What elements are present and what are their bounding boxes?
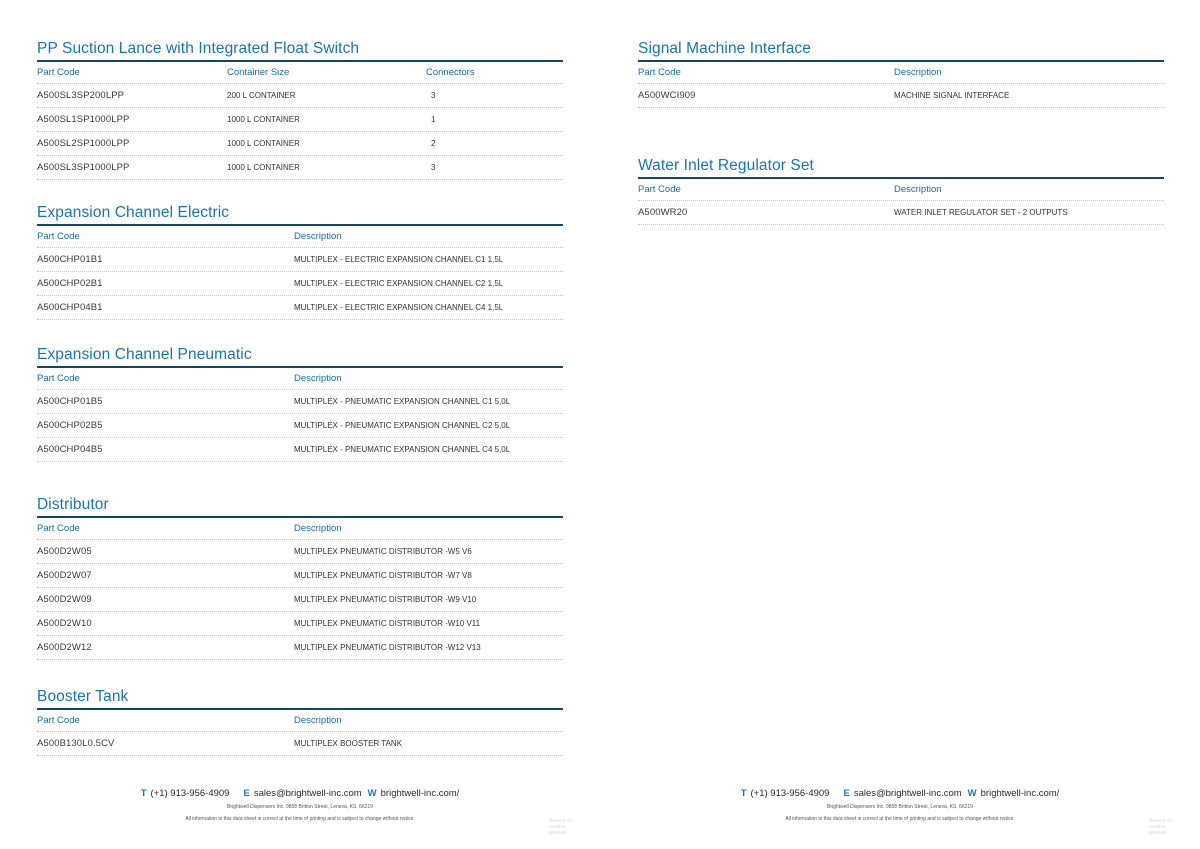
header-part-code: Part Code [37,231,80,242]
company-address: Brightwell Dispensers Inc. 9858 Britton Street, Lenexa, KS, 66219 [827,804,973,810]
table-row [37,612,563,636]
header-container-size: Container Size [227,67,290,78]
description: MULTIPLEX PNEUMATIC DISTRIBUTOR -W7 V8 [294,571,472,580]
part-code: A500D2W09 [37,594,92,605]
description: MULTIPLEX PNEUMATIC DISTRIBUTOR -W5 V6 [294,547,472,556]
table-row [37,564,563,588]
section-expansion-pneumatic [37,344,563,462]
table-header [37,710,563,732]
header-description: Description [894,184,942,195]
description: MULTIPLEX - ELECTRIC EXPANSION CHANNEL C2 1,5L [294,279,504,288]
table-row [37,414,563,438]
phone-number[interactable]: (+1) 913-956-4909 [750,788,830,799]
connectors: 2 [431,139,436,148]
web-link[interactable]: brightwell-inc.com/ [380,788,460,799]
web-link[interactable]: brightwell-inc.com/ [980,788,1060,799]
table-header [37,62,563,84]
part-code: A500SL1SP1000LPP [37,114,130,125]
description: MULTIPLEX - ELECTRIC EXPANSION CHANNEL C4 1,5L [294,303,504,312]
table-header [638,62,1164,84]
description: WATER INLET REGULATOR SET - 2 OUTPUTS [894,208,1068,217]
section-title: PP Suction Lance with Integrated Float Switch [37,38,563,62]
section-title: Water Inlet Regulator Set [638,155,1164,179]
section-title: Distributor [37,494,563,518]
part-code: A500D2W05 [37,546,92,557]
section-title: Expansion Channel Electric [37,202,563,226]
email-link[interactable]: sales@brightwell-inc.com [853,788,962,799]
table-row [37,390,563,414]
disclaimer-notice: All information in this data sheet is correct at the time of printing and is subject to change without notice. [785,816,1015,822]
table-row [37,84,563,108]
part-code: A500WR20 [638,207,688,218]
section-water-inlet-regulator [638,155,1164,225]
table-row [37,438,563,462]
email-label: E [243,788,250,799]
revision-code: BR00US [549,830,567,835]
description: MULTIPLEX PNEUMATIC DISTRIBUTOR -W9 V10 [294,595,477,604]
part-code: A500B130L0.5CV [37,738,115,749]
footer-left [0,787,600,823]
revision-number: Revision 01 [549,818,573,823]
table-row [37,636,563,660]
table-header [37,226,563,248]
section-signal-machine-interface [638,38,1164,108]
section-booster-tank [37,686,563,756]
section-title: Expansion Channel Pneumatic [37,344,563,368]
table-row [37,248,563,272]
part-code: A500D2W12 [37,642,92,653]
part-code: A500SL2SP1000LPP [37,138,130,149]
part-code: A500WCI909 [638,90,696,101]
header-description: Description [294,231,342,242]
part-code: A500CHP04B5 [37,444,103,455]
table-row [638,84,1164,108]
part-code: A500D2W10 [37,618,92,629]
header-part-code: Part Code [37,67,80,78]
container-size: 200 L CONTAINER [227,91,296,100]
description: MULTIPLEX - PNEUMATIC EXPANSION CHANNEL C2 5,0L [294,421,511,430]
connectors: 3 [431,91,436,100]
contact-line [0,787,600,801]
table-row [37,540,563,564]
revision-code: BR00US [1149,830,1167,835]
part-code: A500CHP04B1 [37,302,103,313]
section-distributor [37,494,563,660]
header-part-code: Part Code [37,523,80,534]
revision-note-left [549,818,573,836]
table-row [638,201,1164,225]
footer-right [600,787,1200,823]
container-size: 1000 L CONTAINER [227,163,300,172]
phone-number[interactable]: (+1) 913-956-4909 [150,788,230,799]
header-description: Description [294,715,342,726]
header-description: Description [894,67,942,78]
part-code: A500CHP01B5 [37,396,103,407]
table-row [37,296,563,320]
email-label: E [843,788,850,799]
table-row [37,156,563,180]
header-description: Description [294,373,342,384]
table-row [37,588,563,612]
part-code: A500CHP02B5 [37,420,103,431]
header-part-code: Part Code [37,715,80,726]
web-label: W [367,788,377,799]
connectors: 1 [431,115,436,124]
table-header [37,368,563,390]
description: MULTIPLEX PNEUMATIC DISTRIBUTOR -W10 V11 [294,619,481,628]
revision-note-right [1149,818,1173,836]
revision-date: 01/2023 [549,824,566,829]
description: MULTIPLEX - ELECTRIC EXPANSION CHANNEL C1 1,5L [294,255,504,264]
header-description: Description [294,523,342,534]
disclaimer-notice: All information in this data sheet is correct at the time of printing and is subject to change without notice. [185,816,415,822]
description: MACHINE SIGNAL INTERFACE [894,91,1010,100]
connectors: 3 [431,163,436,172]
container-size: 1000 L CONTAINER [227,115,300,124]
revision-number: Revision 01 [1149,818,1173,823]
description: MULTIPLEX BOOSTER TANK [294,739,403,748]
part-code: A500D2W07 [37,570,92,581]
header-connectors: Connectors [426,67,475,78]
header-part-code: Part Code [37,373,80,384]
section-title: Signal Machine Interface [638,38,1164,62]
table-row [37,732,563,756]
table-header [638,179,1164,201]
phone-label: T [140,788,147,799]
description: MULTIPLEX - PNEUMATIC EXPANSION CHANNEL C1 5,0L [294,397,511,406]
email-link[interactable]: sales@brightwell-inc.com [253,788,362,799]
part-code: A500SL3SP200LPP [37,90,125,101]
part-code: A500CHP01B1 [37,254,103,265]
revision-date: 01/2023 [1149,824,1166,829]
phone-label: T [740,788,747,799]
header-part-code: Part Code [638,67,681,78]
header-part-code: Part Code [638,184,681,195]
web-label: W [967,788,977,799]
table-row [37,272,563,296]
part-code: A500SL3SP1000LPP [37,162,130,173]
container-size: 1000 L CONTAINER [227,139,300,148]
company-address: Brightwell Dispensers Inc. 9858 Britton Street, Lenexa, KS, 66219 [227,804,373,810]
section-suction-lance [37,38,563,180]
table-row [37,108,563,132]
table-header [37,518,563,540]
description: MULTIPLEX - PNEUMATIC EXPANSION CHANNEL C4 5,0L [294,445,511,454]
description: MULTIPLEX PNEUMATIC DISTRIBUTOR -W12 V13 [294,643,481,652]
contact-line [600,787,1200,801]
part-code: A500CHP02B1 [37,278,103,289]
table-row [37,132,563,156]
section-expansion-electric [37,202,563,320]
section-title: Booster Tank [37,686,563,710]
